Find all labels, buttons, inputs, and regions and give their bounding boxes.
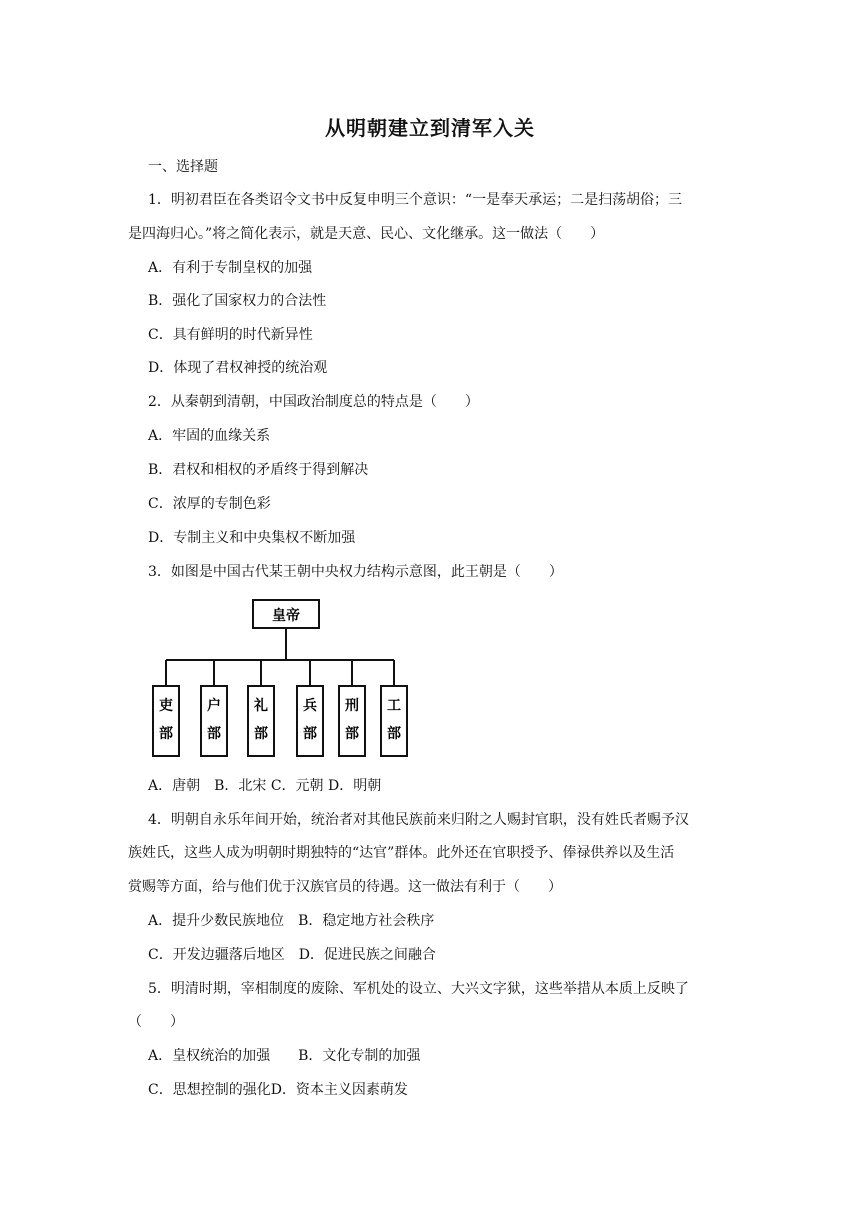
dept-4-char-2: 部 <box>303 726 317 742</box>
emperor-label: 皇帝 <box>272 608 300 624</box>
q1-stem-line2: 是四海归心。”将之简化表示，就是天意、民心、文化继承。这一做法（ ） <box>128 226 605 242</box>
q2-stem: 2．从秦朝到清朝，中国政治制度总的特点是（ ） <box>148 394 479 410</box>
q2-option-d: D．专制主义和中央集权不断加强 <box>148 530 356 546</box>
q1-option-c: C．具有鲜明的时代新异性 <box>148 327 313 343</box>
dept-2-char-1: 户 <box>207 698 221 714</box>
q5-stem-line2: （ ） <box>128 1014 184 1030</box>
q5-options-cd: C．思想控制的强化D．资本主义因素萌发 <box>148 1082 408 1098</box>
dept-box-6 <box>381 686 407 756</box>
dept-box-3 <box>248 686 274 756</box>
dept-box-4 <box>297 686 323 756</box>
dept-box-5 <box>339 686 365 756</box>
dept-3-char-1: 礼 <box>254 698 268 714</box>
q4-stem-line1: 4．明朝自永乐年间开始，统治者对其他民族前来归附之人赐封官职，没有姓氏者赐予汉 <box>148 812 689 828</box>
q1-stem-line1: 1．明初君臣在各类诏令文书中反复申明三个意识：“一是奉天承运；二是扫荡胡俗；三 <box>148 192 683 208</box>
dept-3-char-2: 部 <box>254 726 268 742</box>
dept-1-char-2: 部 <box>159 726 173 742</box>
q4-stem-line2: 族姓氏，这些人成为明朝时期独特的“达官”群体。此外还在官职授予、俸禄供养以及生活 <box>128 845 675 861</box>
q1-option-a: A．有利于专制皇权的加强 <box>148 260 313 276</box>
q4-stem-line3: 赏赐等方面，给与他们优于汉族官员的待遇。这一做法有利于（ ） <box>128 879 562 895</box>
q1-option-b: B．强化了国家权力的合法性 <box>148 293 327 309</box>
q2-option-c: C．浓厚的专制色彩 <box>148 496 271 512</box>
q1-option-d: D．体现了君权神授的统治观 <box>148 360 328 376</box>
dept-5-char-2: 部 <box>345 726 359 742</box>
dept-5-char-1: 刑 <box>345 698 359 714</box>
dept-6-char-1: 工 <box>387 698 401 714</box>
q5-stem-line1: 5．明清时期，宰相制度的废除、军机处的设立、大兴文字狱，这些举措从本质上反映了 <box>148 981 689 997</box>
dept-box-2 <box>201 686 227 756</box>
page-title: 从明朝建立到清军入关 <box>325 116 535 140</box>
power-structure-diagram <box>150 598 422 760</box>
dept-6-char-2: 部 <box>387 726 401 742</box>
dept-4-char-1: 兵 <box>303 698 317 714</box>
dept-1-char-1: 吏 <box>159 698 173 714</box>
q5-options-ab: A．皇权统治的加强 B．文化专制的加强 <box>148 1048 421 1064</box>
dept-2-char-2: 部 <box>207 726 221 742</box>
q4-options-cd: C．开发边疆落后地区 D．促进民族之间融合 <box>148 947 436 963</box>
q3-stem: 3．如图是中国古代某王朝中央权力结构示意图，此王朝是（ ） <box>148 564 563 580</box>
q2-option-b: B．君权和相权的矛盾终于得到解决 <box>148 462 369 478</box>
q4-options-ab: A．提升少数民族地位 B．稳定地方社会秩序 <box>148 913 435 929</box>
dept-box-1 <box>153 686 179 756</box>
section-heading: 一、选择题 <box>148 159 218 175</box>
q2-option-a: A．牢固的血缘关系 <box>148 428 271 444</box>
q3-options: A．唐朝 B．北宋 C．元朝 D．明朝 <box>148 778 382 794</box>
